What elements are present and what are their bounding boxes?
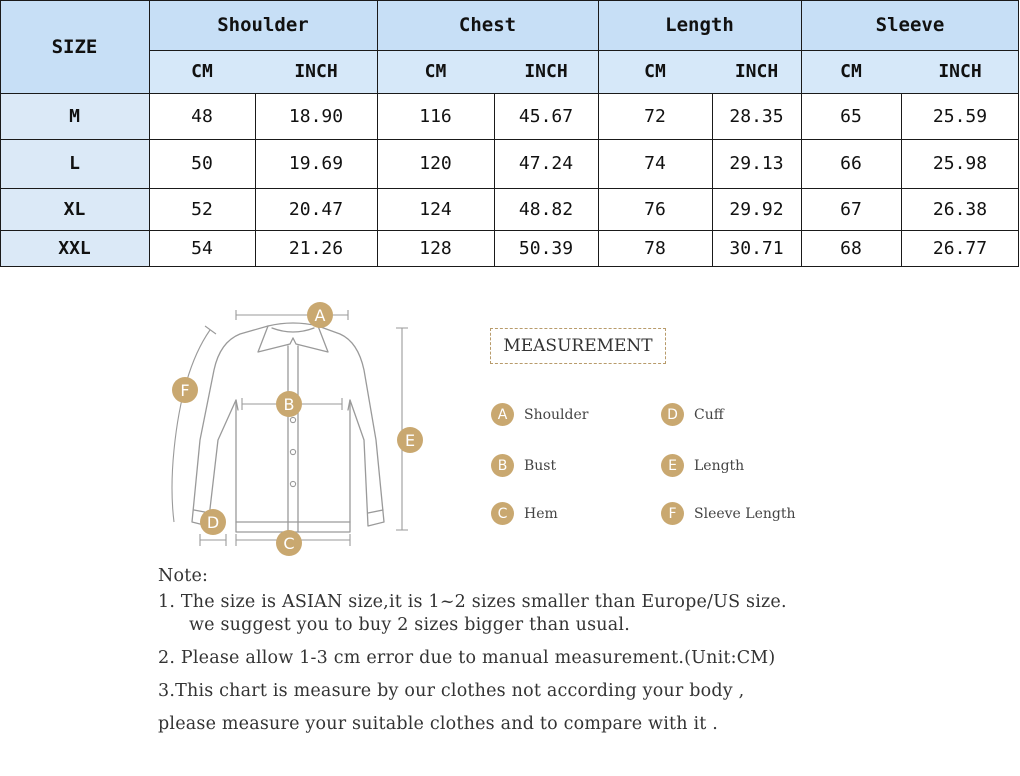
table-cell: 48.82 — [494, 188, 598, 230]
header-sleeve: Sleeve — [801, 0, 1019, 50]
legend-marker: A — [491, 403, 514, 426]
shirt-outline — [150, 290, 440, 560]
table-cell: 25.98 — [901, 139, 1019, 188]
table-cell: 21.26 — [255, 230, 377, 267]
unit-cm: CM — [598, 50, 712, 93]
table-rule — [255, 93, 256, 267]
table-cell: 29.92 — [712, 188, 801, 230]
legend-item-length — [661, 454, 744, 477]
table-cell: 72 — [598, 93, 712, 139]
table-cell: 76 — [598, 188, 712, 230]
table-cell: 74 — [598, 139, 712, 188]
table-cell: 66 — [801, 139, 901, 188]
marker-f: F — [172, 377, 198, 403]
table-rule — [0, 0, 1, 267]
note-line-3-cont: please measure your suitable clothes and to compare with it . — [158, 714, 719, 734]
table-rule — [0, 230, 1019, 231]
legend-item-hem — [491, 502, 558, 525]
size-cell: L — [0, 139, 149, 188]
table-cell: 28.35 — [712, 93, 801, 139]
table-rule — [0, 188, 1019, 189]
size-cell: XL — [0, 188, 149, 230]
table-rule — [598, 0, 599, 267]
note-line-3: 3.This chart is measure by our clothes not according your body , — [158, 681, 745, 701]
marker-c: C — [276, 530, 302, 556]
table-rule — [149, 50, 1019, 51]
legend-item-cuff — [661, 403, 724, 426]
legend-marker: C — [491, 502, 514, 525]
table-rule — [0, 0, 1019, 1]
table-cell: 120 — [377, 139, 494, 188]
table-cell: 18.90 — [255, 93, 377, 139]
header-shoulder: Shoulder — [149, 0, 377, 50]
header-length: Length — [598, 0, 801, 50]
table-rule — [377, 0, 378, 267]
size-table — [0, 0, 1019, 267]
legend-label: Hem — [524, 505, 558, 522]
legend-item-shoulder — [491, 403, 588, 426]
table-cell: 116 — [377, 93, 494, 139]
unit-inch: INCH — [494, 50, 598, 93]
unit-cm: CM — [801, 50, 901, 93]
table-cell: 78 — [598, 230, 712, 267]
marker-b: B — [276, 391, 302, 417]
table-cell: 20.47 — [255, 188, 377, 230]
table-cell: 19.69 — [255, 139, 377, 188]
size-cell: M — [0, 93, 149, 139]
shirt-diagram — [150, 290, 440, 560]
table-cell: 50.39 — [494, 230, 598, 267]
unit-inch: INCH — [901, 50, 1019, 93]
marker-a: A — [307, 302, 333, 328]
legend-label: Bust — [524, 457, 557, 474]
legend-marker: F — [661, 502, 684, 525]
unit-inch: INCH — [712, 50, 801, 93]
table-rule — [0, 266, 1019, 267]
table-rule — [801, 0, 802, 267]
table-cell: 30.71 — [712, 230, 801, 267]
legend-item-sleeve-length — [661, 502, 796, 525]
table-cell: 52 — [149, 188, 255, 230]
table-rule — [0, 93, 1019, 94]
table-cell: 124 — [377, 188, 494, 230]
table-cell: 25.59 — [901, 93, 1019, 139]
legend-label: Cuff — [694, 406, 724, 423]
legend-item-bust — [491, 454, 556, 477]
table-cell: 48 — [149, 93, 255, 139]
unit-cm: CM — [149, 50, 255, 93]
note-heading: Note: — [158, 566, 209, 586]
table-cell: 29.13 — [712, 139, 801, 188]
legend-label: Shoulder — [524, 406, 589, 423]
table-rule — [901, 93, 902, 267]
unit-cm: CM — [377, 50, 494, 93]
table-cell: 65 — [801, 93, 901, 139]
table-cell: 67 — [801, 188, 901, 230]
table-cell: 50 — [149, 139, 255, 188]
table-cell: 26.38 — [901, 188, 1019, 230]
legend-label: Length — [694, 457, 745, 474]
note-line-2: 2. Please allow 1-3 cm error due to manual measurement.(Unit:CM) — [158, 648, 776, 668]
header-chest: Chest — [377, 0, 598, 50]
table-cell: 45.67 — [494, 93, 598, 139]
size-header: SIZE — [0, 0, 149, 93]
table-cell: 54 — [149, 230, 255, 267]
table-cell: 26.77 — [901, 230, 1019, 267]
table-rule — [0, 139, 1019, 140]
table-rule — [712, 93, 713, 267]
table-cell: 128 — [377, 230, 494, 267]
table-rule — [149, 0, 150, 267]
legend-marker: D — [661, 403, 684, 426]
table-rule — [494, 93, 495, 267]
measurement-title: MEASUREMENT — [490, 328, 666, 364]
table-cell: 47.24 — [494, 139, 598, 188]
legend-marker: B — [491, 454, 514, 477]
table-cell: 68 — [801, 230, 901, 267]
legend-marker: E — [661, 454, 684, 477]
marker-e: E — [397, 427, 423, 453]
table-rule — [1018, 0, 1019, 267]
unit-inch: INCH — [255, 50, 377, 93]
marker-d: D — [200, 509, 226, 535]
size-cell: XXL — [0, 230, 149, 267]
legend-label: Sleeve Length — [694, 505, 796, 522]
note-line-1: 1. The size is ASIAN size,it is 1~2 sizes smaller than Europe/US size. — [158, 592, 787, 612]
note-line-1-cont: we suggest you to buy 2 sizes bigger than usual. — [189, 615, 630, 635]
